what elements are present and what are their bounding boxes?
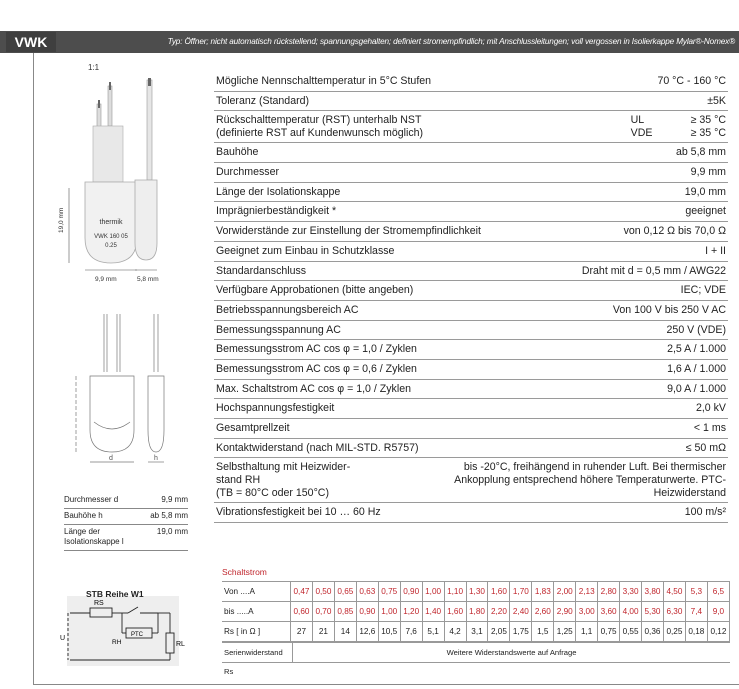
dimension-table [64,493,188,551]
dimension-label: Bauhöhe h [64,511,103,520]
height-dimension: 19,0 mm [58,207,65,233]
table-cell: 4,00 [620,602,642,622]
dimension-label: Durchmesser d [64,495,119,504]
table-cell: 12,6 [356,622,378,642]
table-cell: 14 [334,622,356,642]
table-cell: 5,1 [422,622,444,642]
table-cell: 21 [312,622,334,642]
spec-label: Bemessungsstrom AC cos φ = 0,6 / Zyklen [216,362,417,375]
table-cell: 1,25 [554,622,576,642]
switching-row-from [222,582,730,602]
row-header: Von ....A [222,582,291,602]
table-cell: 2,60 [532,602,554,622]
table-cell: 4,50 [663,582,685,602]
spec-value: geeignet [685,205,726,218]
spec-label: Kontaktwiderstand (nach MIL-STD. R5757) [216,441,419,454]
table-cell: 3,60 [598,602,620,622]
dimension-label: Länge der Isolationskappe l [64,527,124,546]
spec-row [214,301,728,321]
rh-label: RH [112,639,122,646]
spec-label: Imprägnierbeständigkeit * [216,205,337,218]
table-cell: 1,40 [422,602,444,622]
table-cell: 0,60 [291,602,313,622]
header-description: Typ: Öffner; nicht automatisch rückstellend; spannungsgehalten; definiert stromempfindlich; mit Anschlussleitungen; voll vergossen in Isolierkappe Mylar®-Nomex® [167,37,735,46]
spec-label: Bauhöhe [216,146,259,159]
spec-row [214,163,728,183]
table-cell: 1,83 [532,582,554,602]
spec-row [214,262,728,282]
spec-row [214,202,728,222]
rs-label: RS [94,600,104,607]
spec-label: Vorwiderstände zur Einstellung der Stromempfindlichkeit [216,225,481,238]
spec-standard: UL VDE [630,114,653,140]
spec-value: bis -20°C, freihängend in ruhender Luft. Bei thermischer Ankopplung entsprechend höhere Temperaturwerte. PTC- Heizwiderstand [454,461,726,500]
table-cell: 3,30 [620,582,642,602]
spec-row [214,399,728,419]
spec-value: 19,0 mm [684,185,726,198]
table-cell: 1,60 [488,582,510,602]
spec-label: Mögliche Nennschalttemperatur in 5°C Stufen [216,75,432,87]
circuit-title: STB Reihe W1 [86,589,144,599]
spec-value: IEC; VDE [680,284,726,297]
table-cell: 2,00 [554,582,576,602]
table-cell: 0,75 [598,622,620,642]
spec-row [214,222,728,242]
table-cell: 3,00 [576,602,598,622]
spec-value: 9,9 mm [690,166,726,179]
dimension-value: 19,0 mm [156,527,188,536]
circuit-diagram [60,588,190,666]
dimension-h: h [154,455,158,462]
dimension-row [64,525,188,551]
table-cell: 1,20 [400,602,422,622]
switching-row-rs [222,622,730,642]
table-cell: 0,25 [663,622,685,642]
dimension-row [64,509,188,525]
table-cell: 1,70 [510,582,532,602]
table-cell: 0,85 [334,602,356,622]
part-value: 0.25 [105,243,117,249]
table-cell: 2,13 [576,582,598,602]
table-cell: 1,75 [510,622,532,642]
table-cell: 5,3 [685,582,707,602]
table-cell: 0,18 [685,622,707,642]
table-cell: 1,10 [444,582,466,602]
spec-row [214,380,728,400]
table-cell: 0,70 [312,602,334,622]
spec-row [214,92,728,112]
table-cell: 0,50 [312,582,334,602]
spec-row [214,72,728,92]
table-cell: 0,63 [356,582,378,602]
spec-row [214,183,728,203]
table-cell: 5,30 [642,602,664,622]
table-cell: 2,90 [554,602,576,622]
spec-label: Standardanschluss [216,264,307,277]
spec-value: 2,5 A / 1.000 [667,343,726,356]
table-cell: 0,47 [291,582,313,602]
table-cell: 0,12 [707,622,729,642]
spec-value: 250 V (VDE) [666,323,726,336]
spec-value: 1,6 A / 1.000 [667,362,726,375]
footer-note: Weitere Widerstandswerte auf Anfrage [446,648,577,657]
product-code: VWK [6,32,56,52]
spec-label: Länge der Isolationskappe [216,185,341,198]
switching-row-to [222,602,730,622]
table-cell: 1,5 [532,622,554,642]
spec-label: Geeignet zum Einbau in Schutzklasse [216,244,395,257]
table-cell: 2,80 [598,582,620,602]
dimension-value: ab 5,8 mm [150,511,188,520]
switching-current-section [222,567,730,676]
dimension-d: d [109,455,113,462]
spec-label: Rückschalttemperatur (RST) unterhalb NST (definierte RST auf Kundenwunsch möglich) [216,114,424,140]
spec-row [214,503,728,523]
part-label: VWK 160 05 [94,234,128,240]
width-dimension: 9,9 mm [95,276,117,283]
spec-row [214,360,728,380]
spec-row [214,111,728,143]
table-cell: 4,2 [444,622,466,642]
spec-row [214,321,728,341]
table-cell: 0,90 [356,602,378,622]
scale-label: 1:1 [88,63,100,72]
brand-logo-text: thermik [99,219,123,226]
switching-current-table [222,581,730,642]
table-cell: 0,55 [620,622,642,642]
spec-value: ab 5,8 mm [675,146,726,159]
table-cell: 1,80 [466,602,488,622]
table-cell: 9,0 [707,602,729,622]
dimension-value: 9,9 mm [161,495,188,504]
spec-label: Bemessungsstrom AC cos φ = 1,0 / Zyklen [216,343,417,356]
table-cell: 7,4 [685,602,707,622]
footer-label: Serienwiderstand Rs [222,643,293,662]
table-cell: 2,20 [488,602,510,622]
spec-label: Bemessungsspannung AC [216,323,341,336]
spec-value: 2,0 kV [695,402,726,415]
series-resistance-footer [222,642,730,676]
table-cell: 0,36 [642,622,664,642]
table-cell: 1,00 [422,582,444,602]
spec-label: Selbsthaltung mit Heizwider- stand RH (TB = 80°C oder 150°C) [216,461,351,500]
spec-row [214,281,728,301]
table-cell: 0,65 [334,582,356,602]
spec-value: Von 100 V bis 250 V AC [612,303,726,316]
thickness-dimension: 5,8 mm [137,276,159,283]
product-drawing [55,78,195,288]
spec-value: ≤ 50 mΩ [685,441,726,454]
spec-table [214,72,728,523]
row-header: bis .....A [222,602,291,622]
spec-label: Verfügbare Approbationen (bitte angeben) [216,284,414,297]
spec-row [214,143,728,163]
spec-label: Max. Schaltstrom AC cos φ = 1,0 / Zyklen [216,382,411,395]
spec-label: Betriebsspannungsbereich AC [216,303,359,316]
spec-value: von 0,12 Ω bis 70,0 Ω [623,225,726,238]
spec-value: 9,0 A / 1.000 [667,382,726,395]
spec-row [214,242,728,262]
table-cell: 0,75 [378,582,400,602]
spec-value: I + II [705,244,726,257]
table-cell: 1,60 [444,602,466,622]
table-cell: 1,1 [576,622,598,642]
spec-label: Vibrationsfestigkeit bei 10 … 60 Hz [216,506,381,519]
ptc-label: PTC [131,632,143,638]
table-cell: 3,1 [466,622,488,642]
table-cell: 7,6 [400,622,422,642]
technical-drawing [62,312,192,472]
rl-label: RL [176,641,185,648]
spec-label: Toleranz (Standard) [216,94,310,107]
row-header: Rs [ in Ω ] [222,622,291,642]
spec-row [214,419,728,439]
table-cell: 6,30 [663,602,685,622]
spec-value: Draht mit d = 0,5 mm / AWG22 [581,264,726,277]
table-cell: 6,5 [707,582,729,602]
spec-label: Gesamtprellzeit [216,422,290,434]
spec-value: < 1 ms [693,422,726,434]
table-cell: 3,80 [642,582,664,602]
spec-value: ≥ 35 °C ≥ 35 °C [690,114,726,140]
switching-current-title: Schaltstrom [222,567,267,577]
table-cell: 1,00 [378,602,400,622]
spec-value: 70 °C - 160 °C [657,75,726,87]
table-cell: 0,90 [400,582,422,602]
dimension-row [64,493,188,509]
spec-value: ±5K [707,94,726,107]
spec-row [214,458,728,503]
spec-label: Hochspannungsfestigkeit [216,402,335,415]
table-cell: 2,05 [488,622,510,642]
spec-row [214,439,728,459]
table-cell: 1,30 [466,582,488,602]
table-cell: 2,40 [510,602,532,622]
spec-row [214,340,728,360]
u-label: U [60,635,66,642]
spec-label: Durchmesser [216,166,279,179]
table-cell: 27 [291,622,313,642]
table-cell: 10,5 [378,622,400,642]
spec-value: 100 m/s² [684,506,726,519]
